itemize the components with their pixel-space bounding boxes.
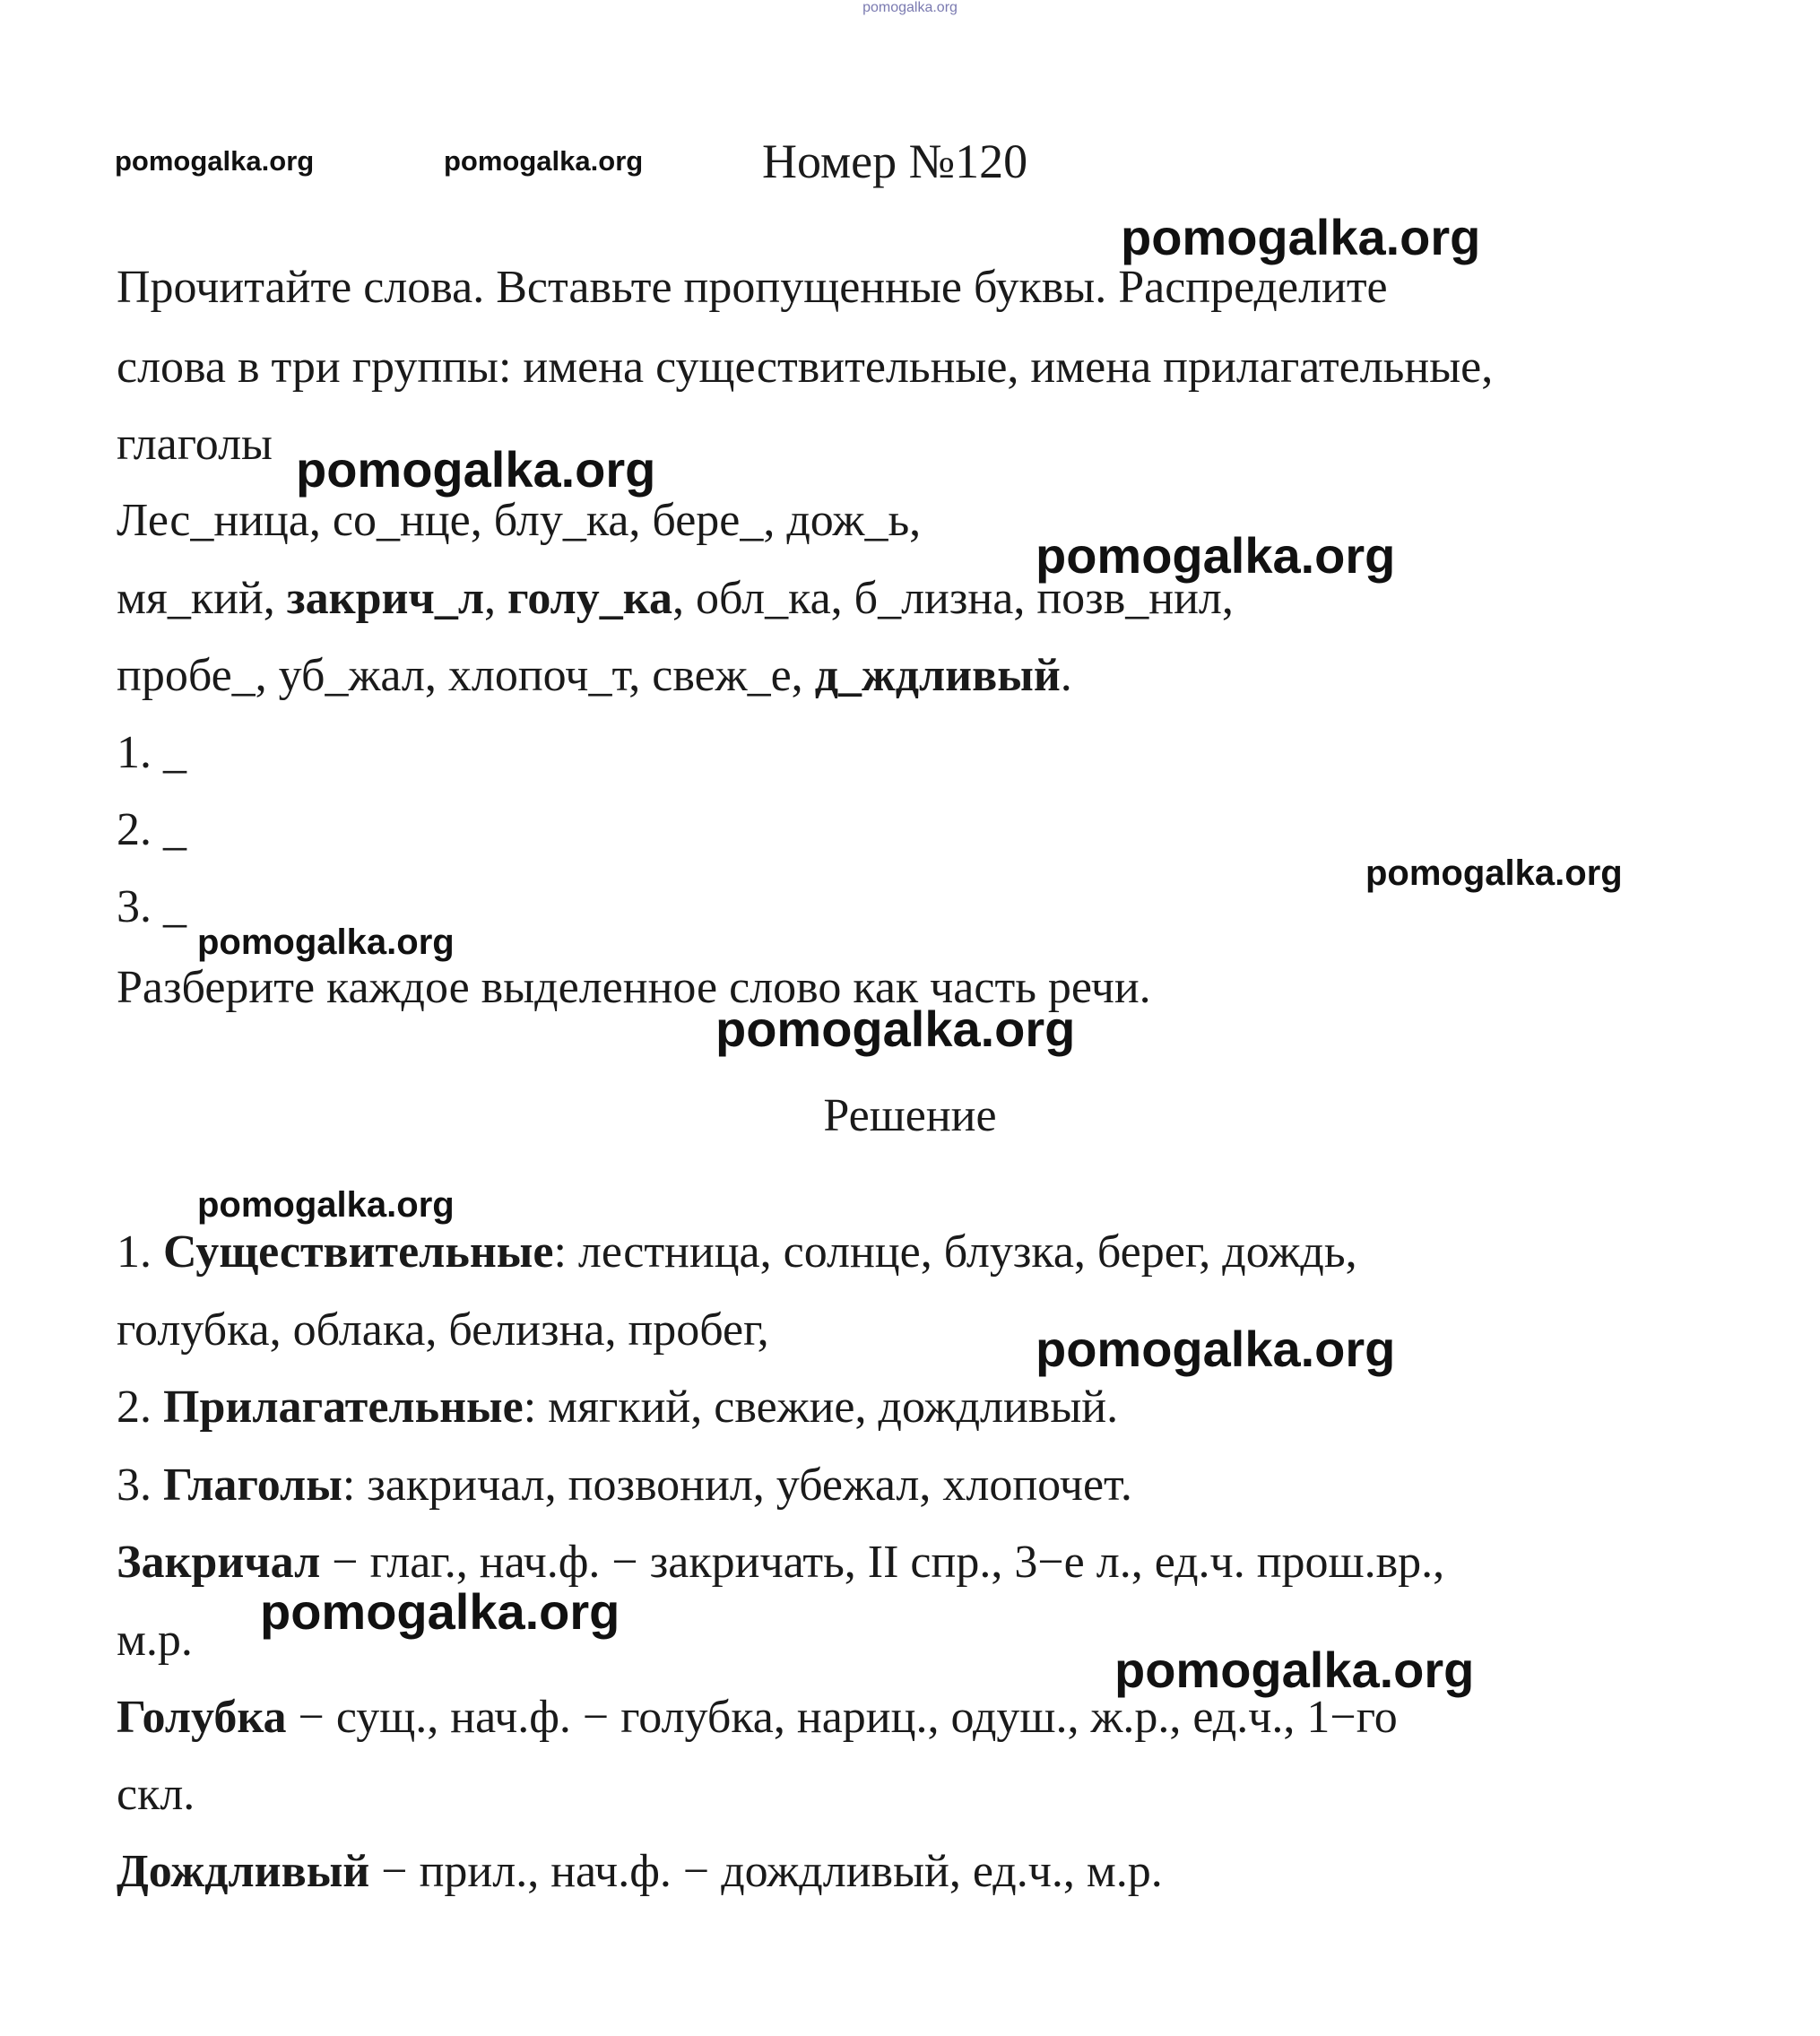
separator: , [484,573,507,624]
parse-description: − прил., нач.ф. − дождливый, ед.ч., м.р. [369,1846,1163,1897]
group-nouns-continued: голубка, облака, белизна, пробег, [117,1304,769,1356]
watermark: pomogalka.org [715,1001,1076,1057]
group-adjectives [117,1381,1118,1434]
watermark: pomogalka.org [260,1583,620,1640]
page-title: Номер №120 [762,134,1028,188]
watermark: pomogalka.org [197,923,455,962]
word-list-line: Лес_ница, со_нце, блу_ка, бере_, дож_ь, [117,495,922,546]
watermark: pomogalka.org [444,145,644,177]
watermark: pomogalka.org [1036,527,1396,584]
watermark: pomogalka.org [197,1185,455,1225]
highlighted-word: голу_ка [507,573,672,624]
watermark: pomogalka.org [1121,209,1481,265]
answer-blank: 2. _ [117,804,186,855]
parse-instruction: Разберите каждое выделенное слово как часть речи. [117,962,1151,1013]
group-label: Глаголы [163,1460,342,1511]
group-label: Существительные [163,1226,554,1278]
task-text-line: Прочитайте слова. Вставьте пропущенные буквы. Распределите [117,262,1388,313]
word-list-text: пробе_, уб_жал, хлопоч_т, свеж_е, [117,650,815,701]
parse-word: Дождливый [117,1846,370,1897]
group-number: 2. [117,1382,163,1433]
group-label: Прилагательные [163,1382,524,1433]
parse-continued: м.р. [117,1615,193,1666]
group-number: 1. [117,1226,163,1278]
solution-heading: Решение [823,1090,997,1141]
watermark: pomogalka.org [1114,1642,1475,1698]
group-words: : лестница, солнце, блузка, берег, дождь, [553,1226,1357,1278]
watermark: pomogalka.org [1036,1321,1396,1377]
parse-golubka [117,1691,1398,1745]
group-number: 3. [117,1460,163,1511]
watermark: pomogalka.org [296,441,656,498]
word-list-text: , обл_ка, б_лизна, позв_нил, [672,573,1234,624]
highlighted-word: д_ждливый [814,650,1061,701]
word-list-text: . [1060,650,1072,701]
parse-description: − глаг., нач.ф. − закричать, II спр., 3−е л., ед.ч. прош.вр., [320,1537,1445,1588]
parse-continued: скл. [117,1769,195,1820]
parse-description: − сущ., нач.ф. − голубка, нариц., одуш., ж.р., ед.ч., 1−го [286,1692,1398,1743]
parse-dozhdlivy [117,1845,1163,1899]
parse-zakrichal [117,1536,1444,1590]
answer-blank: 3. _ [117,881,186,932]
parse-word: Закричал [117,1537,321,1588]
group-words: : закричал, позвонил, убежал, хлопочет. [342,1460,1132,1511]
watermark: pomogalka.org [1365,853,1623,893]
answer-blank: 1. _ [117,727,186,778]
word-list-text: мя_кий, [117,573,287,624]
highlighted-word: закрич_л [286,573,484,624]
group-nouns [117,1226,1357,1279]
group-verbs [117,1459,1132,1512]
task-text-line: слова в три группы: имена существительные, имена прилагательные, [117,342,1494,393]
parse-word: Голубка [117,1692,287,1743]
task-text-line: глаголы [117,419,273,470]
top-watermark: pomogalka.org [862,0,958,15]
word-list-line [117,649,1072,703]
watermark: pomogalka.org [115,145,315,177]
group-words: : мягкий, свежие, дождливый. [523,1382,1119,1433]
